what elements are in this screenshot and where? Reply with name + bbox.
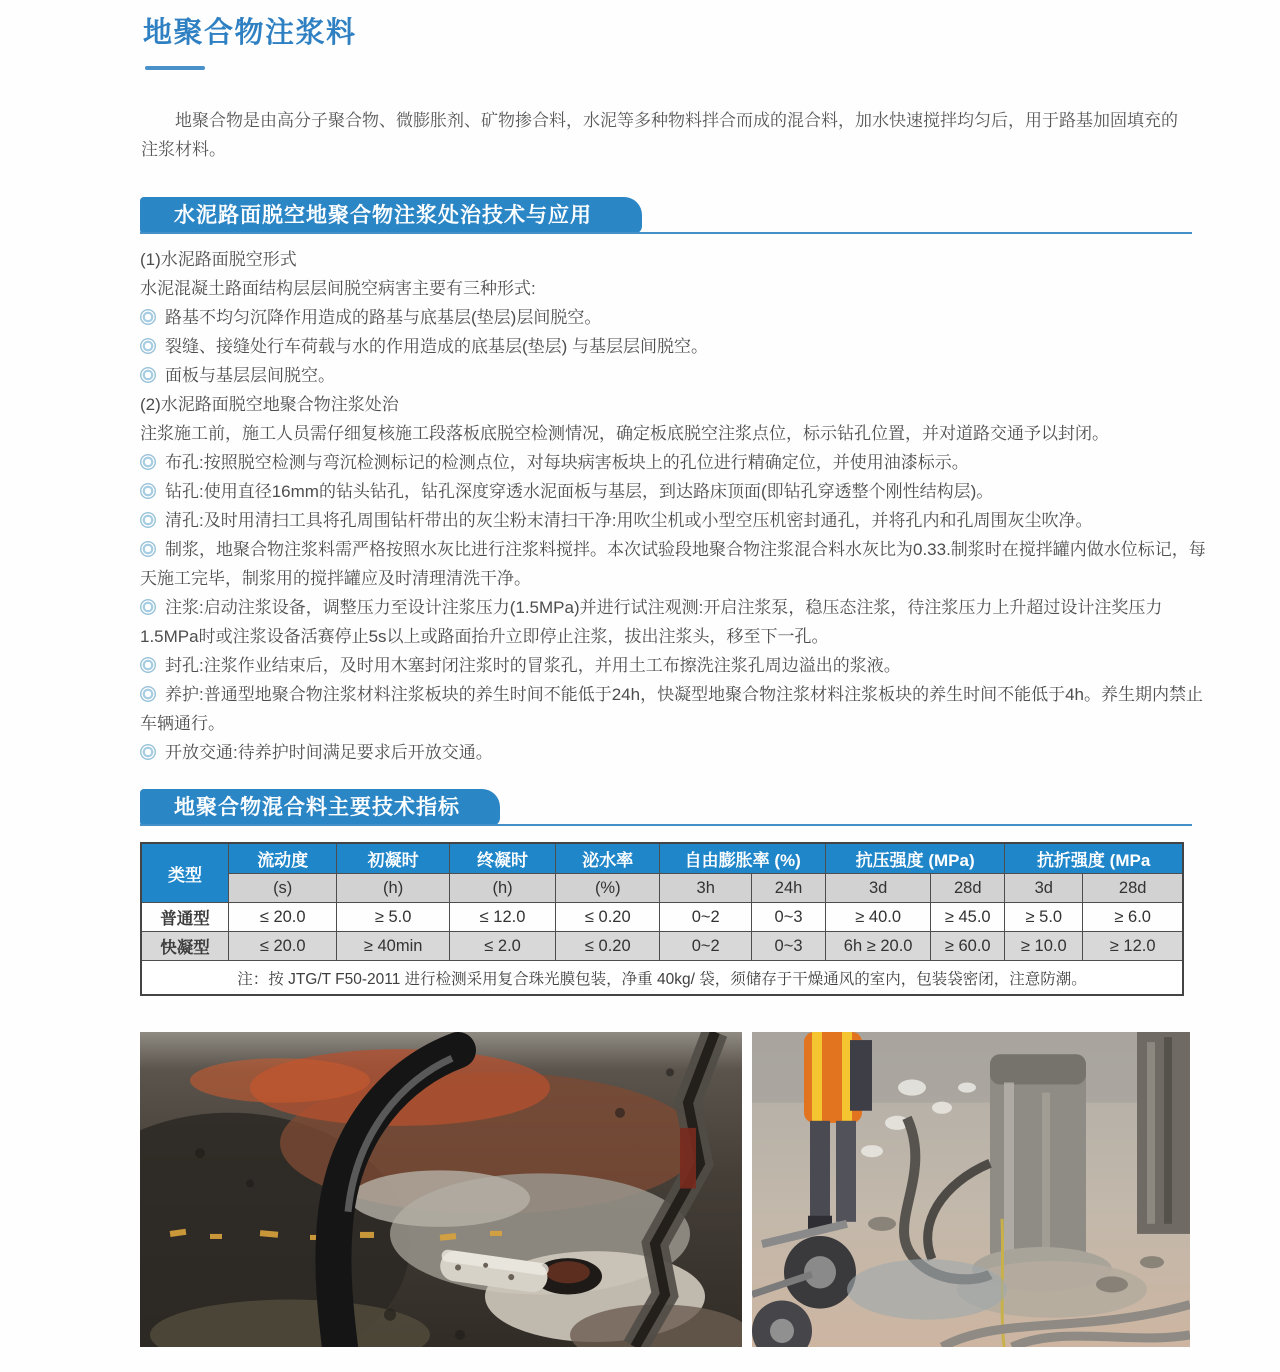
intro-paragraph: 地聚合物是由高分子聚合物、微膨胀剂、矿物掺合料，水泥等多种物料拌合而成的混合料，加水快速搅拌均匀后，用于路基加固填充的注浆材料。 bbox=[141, 111, 1178, 159]
page-title: 地聚合物注浆料 bbox=[143, 17, 357, 49]
section-rule bbox=[140, 824, 1192, 826]
column-subheader: 3d bbox=[826, 874, 931, 903]
column-subheader: 3h bbox=[660, 874, 752, 903]
value-cell: ≥ 40min bbox=[337, 932, 450, 961]
bullet-item: 清孔:及时用清扫工具将孔周围钻杆带出的灰尘粉末清扫干净:用吹尘机或小型空压机密封通孔，并将孔内和孔周围灰尘吹净。 bbox=[140, 506, 1206, 535]
value-cell: 0~2 bbox=[660, 932, 752, 961]
paragraph: 注浆施工前，施工人员需仔细复核施工段落板底脱空检测情况，确定板底脱空注浆点位，标示钻孔位置，并对道路交通予以封闭。 bbox=[140, 424, 1109, 443]
table-row bbox=[141, 903, 1183, 932]
bullet-icon bbox=[140, 599, 156, 615]
column-header: 抗压强度 (MPa) bbox=[826, 843, 1005, 874]
value-cell: 0~2 bbox=[660, 903, 752, 932]
bullet-item: 钻孔:使用直径16mm的钻头钻孔，钻孔深度穿透水泥面板与基层，到达路床顶面(即钻孔穿透整个刚性结构层)。 bbox=[140, 477, 1206, 506]
column-subheader: 24h bbox=[752, 874, 826, 903]
column-header: 终凝时 bbox=[449, 843, 555, 874]
column-subheader: (s) bbox=[229, 874, 337, 903]
section-rule bbox=[140, 232, 1192, 234]
bullet-item: 养护:普通型地聚合物注浆材料注浆板块的养生时间不能低于24h，快凝型地聚合物注浆材料注浆板块的养生时间不能低于4h。养生期内禁止车辆通行。 bbox=[140, 685, 1203, 733]
value-cell: ≥ 60.0 bbox=[931, 932, 1005, 961]
value-cell: ≥ 10.0 bbox=[1005, 932, 1083, 961]
photo-left-illustration bbox=[140, 1032, 742, 1347]
column-subheader: 3d bbox=[1005, 874, 1083, 903]
column-subheader: 28d bbox=[1083, 874, 1183, 903]
photo-grouting-hose bbox=[140, 1032, 742, 1347]
value-cell: ≥ 5.0 bbox=[337, 903, 450, 932]
bullet-icon bbox=[140, 541, 156, 557]
column-header: 类型 bbox=[141, 843, 229, 903]
photo-worksite bbox=[752, 1032, 1190, 1347]
row-type-cell: 快凝型 bbox=[141, 932, 229, 961]
value-cell: ≤ 0.20 bbox=[556, 903, 660, 932]
bullet-item: 路基不均匀沉降作用造成的路基与底基层(垫层)层间脱空。 bbox=[140, 303, 1206, 332]
value-cell: ≤ 0.20 bbox=[556, 932, 660, 961]
section-header-technology: 水泥路面脱空地聚合物注浆处治技术与应用 bbox=[140, 197, 642, 234]
column-subheader: (h) bbox=[337, 874, 450, 903]
value-cell: ≥ 12.0 bbox=[1083, 932, 1183, 961]
paragraph: (1)水泥路面脱空形式 bbox=[140, 250, 297, 269]
column-subheader: (%) bbox=[556, 874, 660, 903]
column-header: 泌水率 bbox=[556, 843, 660, 874]
column-subheader: 28d bbox=[931, 874, 1005, 903]
bullet-icon bbox=[140, 367, 156, 383]
bullet-item: 布孔:按照脱空检测与弯沉检测标记的检测点位，对每块病害板块上的孔位进行精确定位，并使用油漆标示。 bbox=[140, 448, 1206, 477]
row-type-cell: 普通型 bbox=[141, 903, 229, 932]
column-subheader: (h) bbox=[449, 874, 555, 903]
bullet-icon bbox=[140, 338, 156, 354]
bullet-icon bbox=[140, 744, 156, 760]
title-underline-dash bbox=[145, 66, 205, 70]
bullet-icon bbox=[140, 483, 156, 499]
value-cell: ≤ 12.0 bbox=[449, 903, 555, 932]
value-cell: 0~3 bbox=[752, 903, 826, 932]
value-cell: ≥ 6.0 bbox=[1083, 903, 1183, 932]
column-header: 抗折强度 (MPa bbox=[1005, 843, 1183, 874]
value-cell: ≥ 45.0 bbox=[931, 903, 1005, 932]
bullet-icon bbox=[140, 512, 156, 528]
value-cell: ≥ 40.0 bbox=[826, 903, 931, 932]
value-cell: 6h ≥ 20.0 bbox=[826, 932, 931, 961]
bullet-item: 裂缝、接缝处行车荷载与水的作用造成的底基层(垫层) 与基层层间脱空。 bbox=[140, 332, 1206, 361]
bullet-icon bbox=[140, 686, 156, 702]
value-cell: 0~3 bbox=[752, 932, 826, 961]
bullet-icon bbox=[140, 309, 156, 325]
column-header: 流动度 bbox=[229, 843, 337, 874]
table-note: 注：按 JTG/T F50-2011 进行检测采用复合珠光膜包装，净重 40kg/ 袋，须储存于干燥通风的室内，包装袋密闭，注意防潮。 bbox=[141, 961, 1183, 996]
section-header-specs: 地聚合物混合料主要技术指标 bbox=[140, 789, 500, 826]
spec-table bbox=[140, 842, 1184, 996]
bullet-item: 注浆:启动注浆设备，调整压力至设计注浆压力(1.5MPa)并进行试注观测:开启注浆泵，稳压态注浆，待注浆压力上升超过设计注奖压力1.5MPa时或注浆设备活赛停止5s以上或路面抬升立即停止注浆，拔出注浆头，移至下一孔。 bbox=[140, 598, 1163, 646]
bullet-item: 制浆，地聚合物注浆料需严格按照水灰比进行注浆料搅拌。本次试验段地聚合物注浆混合料水灰比为0.33.制浆时在搅拌罐内做水位标记，每天施工完毕，制浆用的搅拌罐应及时清理清洗干净。 bbox=[140, 540, 1206, 588]
section1-body bbox=[140, 245, 1206, 767]
table-row bbox=[141, 932, 1183, 961]
paragraph: 水泥混凝土路面结构层层间脱空病害主要有三种形式: bbox=[140, 279, 536, 298]
value-cell: ≤ 20.0 bbox=[229, 903, 337, 932]
spec-table-body bbox=[141, 903, 1183, 996]
photo-right-illustration bbox=[752, 1032, 1190, 1347]
bullet-item: 封孔:注浆作业结束后，及时用木塞封闭注浆时的冒浆孔，并用土工布擦洗注浆孔周边溢出的浆液。 bbox=[140, 651, 1206, 680]
bullet-icon bbox=[140, 454, 156, 470]
value-cell: ≥ 5.0 bbox=[1005, 903, 1083, 932]
bullet-icon bbox=[140, 657, 156, 673]
value-cell: ≤ 2.0 bbox=[449, 932, 555, 961]
bullet-item: 面板与基层层间脱空。 bbox=[140, 361, 1206, 390]
bullet-item: 开放交通:待养护时间满足要求后开放交通。 bbox=[140, 738, 1206, 767]
column-header: 自由膨胀率 (%) bbox=[660, 843, 826, 874]
column-header: 初凝时 bbox=[337, 843, 450, 874]
spec-table-head bbox=[141, 843, 1183, 903]
paragraph: (2)水泥路面脱空地聚合物注浆处治 bbox=[140, 395, 399, 414]
value-cell: ≤ 20.0 bbox=[229, 932, 337, 961]
